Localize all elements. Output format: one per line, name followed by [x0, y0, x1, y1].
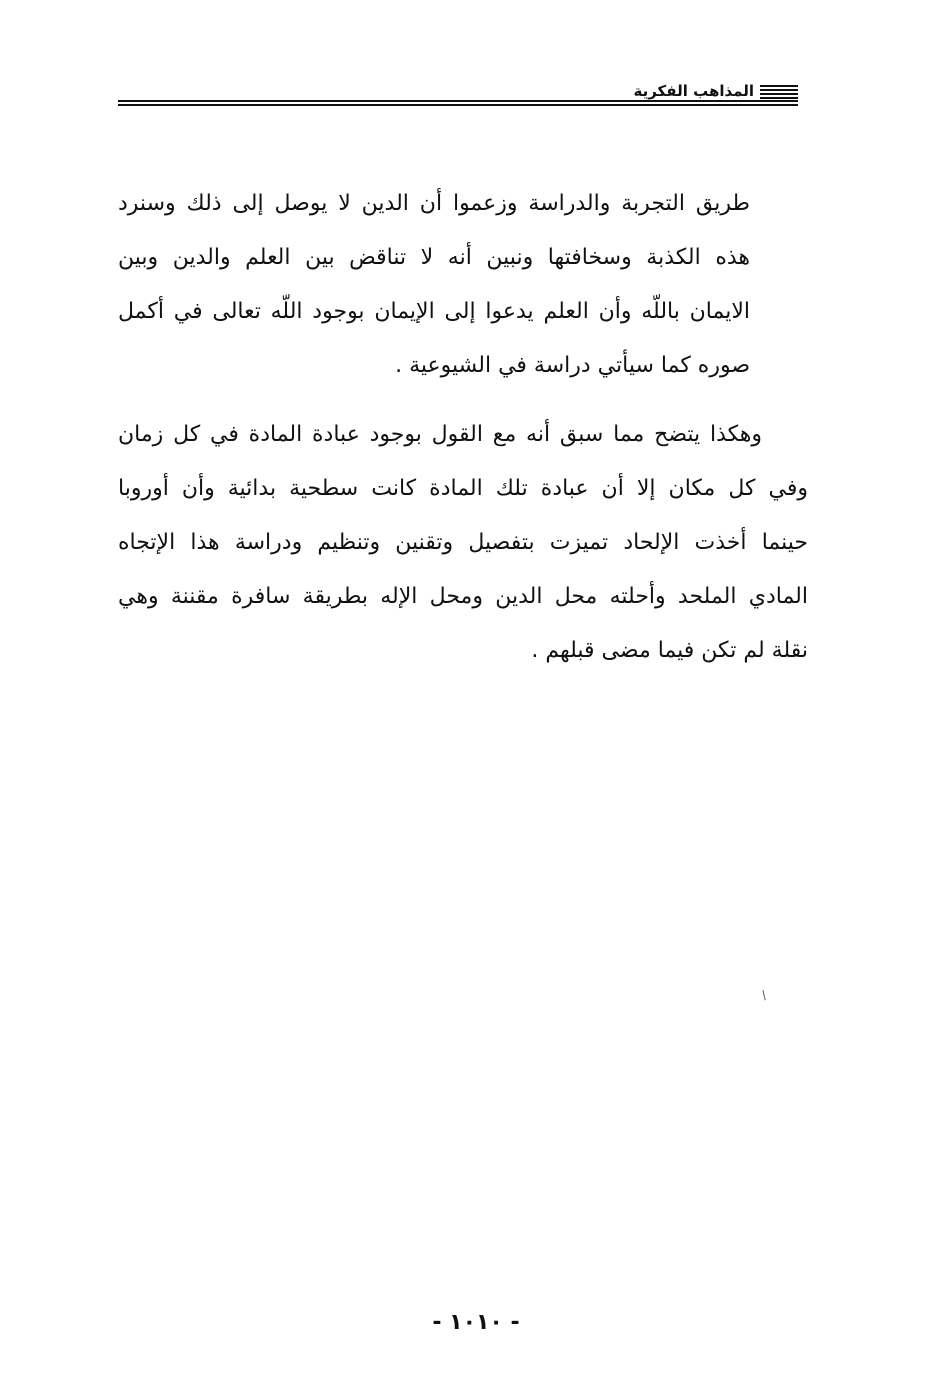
paragraph-line: صوره كما سيأتي دراسة في الشيوعية .	[395, 353, 750, 378]
header-rule-lines	[118, 100, 798, 108]
page-number: - ١٠١٠ -	[432, 1310, 520, 1335]
paragraph-line: الايمان باللّه وأن العلم يدعوا إلى الإيمان بوجود اللّه تعالى في أكمل	[118, 299, 750, 324]
paragraph-line: وفي كل مكان إلا أن عبادة تلك المادة كانت سطحية بدائية وأن أوروبا	[118, 476, 808, 501]
header-ornament-icon	[760, 85, 798, 99]
paragraph-line: طريق التجربة والدراسة وزعموا أن الدين لا يوصل إلى ذلك وسنرد	[118, 191, 750, 216]
running-header	[118, 80, 798, 110]
header-title: المذاهب الفكرية	[630, 82, 759, 100]
paragraph-2	[118, 408, 808, 678]
paragraph-line: حينما أخذت الإلحاد تميزت بتفصيل وتقنين وتنظيم ودراسة هذا الإتجاه	[118, 530, 808, 555]
paragraph-line: نقلة لم تكن فيما مضى قبلهم .	[531, 638, 808, 663]
paragraph-line: وهكذا يتضح مما سبق أنه مع القول بوجود عبادة المادة في كل زمان	[118, 422, 762, 447]
paragraph-line: هذه الكذبة وسخافتها ونبين أنه لا تناقض بين العلم والدين وبين	[118, 245, 750, 270]
stray-pen-mark: /	[758, 987, 770, 1003]
paragraph-line: المادي الملحد وأحلته محل الدين ومحل الإله بطريقة سافرة مقننة وهي	[118, 584, 808, 609]
paragraph-1	[118, 177, 750, 393]
